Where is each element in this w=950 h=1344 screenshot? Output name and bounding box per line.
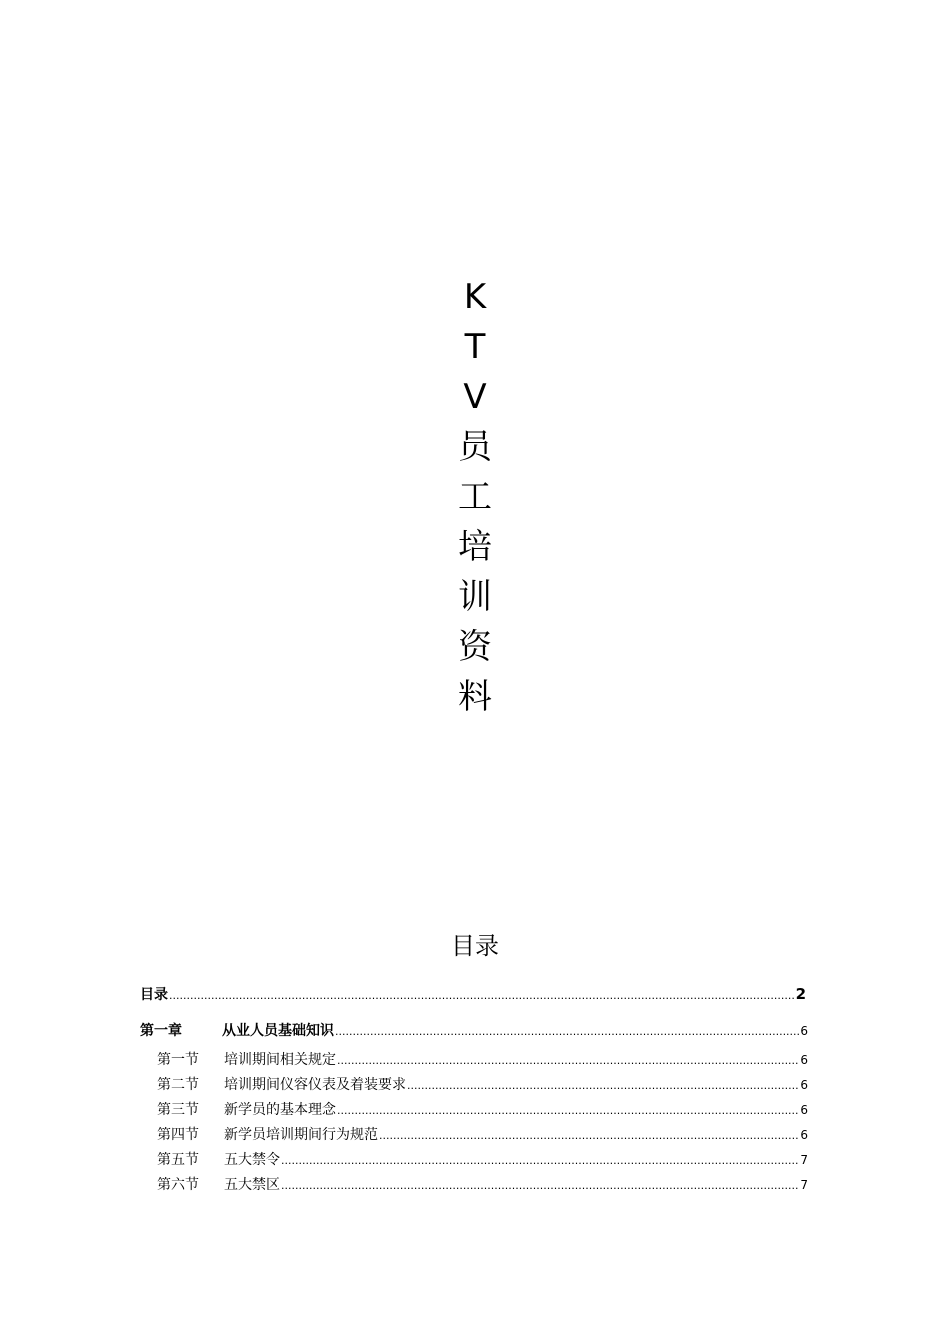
toc-entry-number: 第三节 bbox=[157, 1102, 199, 1118]
toc-entry-title: 五大禁令 bbox=[224, 1152, 280, 1168]
toc-entry-page: 6 bbox=[800, 1103, 808, 1117]
toc-entry-page: 7 bbox=[800, 1178, 808, 1192]
toc-entry-title: 目录 bbox=[140, 987, 168, 1003]
toc-leader-dots bbox=[169, 982, 795, 1008]
toc-leader-dots bbox=[407, 1073, 799, 1098]
toc-entry-page: 6 bbox=[800, 1128, 808, 1142]
toc-entry-title: 培训期间相关规定 bbox=[224, 1052, 336, 1068]
toc-entry-number: 第一节 bbox=[157, 1052, 199, 1068]
cover-title bbox=[0, 272, 950, 722]
toc-heading: 目录 bbox=[451, 932, 499, 960]
toc-entry-page: 6 bbox=[800, 1078, 808, 1092]
toc-entry-contents[interactable] bbox=[140, 980, 808, 1008]
cover-title-char: T bbox=[464, 327, 486, 367]
toc-entry-title: 新学员的基本理念 bbox=[224, 1102, 336, 1118]
toc-entry-section-2[interactable] bbox=[140, 1073, 808, 1098]
toc-entry-section-3[interactable] bbox=[140, 1098, 808, 1123]
toc-leader-dots bbox=[281, 1148, 799, 1173]
toc-entry-number: 第五节 bbox=[157, 1152, 199, 1168]
toc-entry-section-1[interactable] bbox=[140, 1048, 808, 1073]
toc-entry-title: 从业人员基础知识 bbox=[222, 1023, 334, 1039]
toc-leader-dots bbox=[337, 1098, 799, 1123]
toc-entry-section-5[interactable] bbox=[140, 1148, 808, 1173]
toc-entry-page: 7 bbox=[800, 1153, 808, 1167]
toc-entry-title: 培训期间仪容仪表及着装要求 bbox=[224, 1077, 406, 1093]
cover-title-char: K bbox=[463, 277, 487, 317]
toc-entry-section-6[interactable] bbox=[140, 1173, 808, 1198]
cover-title-char: 培 bbox=[458, 527, 492, 567]
cover-title-char: 料 bbox=[458, 677, 492, 717]
toc-entry-page: 2 bbox=[795, 985, 806, 1003]
cover-title-char: 训 bbox=[458, 577, 492, 617]
toc-leader-dots bbox=[335, 1015, 799, 1048]
cover-title-char: 工 bbox=[458, 477, 492, 517]
toc-leader-dots bbox=[281, 1173, 799, 1198]
toc-entry-number: 第一章 bbox=[140, 1023, 182, 1039]
cover-title-char: 员 bbox=[458, 427, 492, 467]
toc-entry-section-4[interactable] bbox=[140, 1123, 808, 1148]
toc-entry-number: 第二节 bbox=[157, 1077, 199, 1093]
toc-entry-page: 6 bbox=[800, 1053, 808, 1067]
toc-entry-title: 五大禁区 bbox=[224, 1177, 280, 1193]
cover-title-char: 资 bbox=[458, 627, 492, 667]
toc-leader-dots bbox=[379, 1123, 799, 1148]
toc-entry-title: 新学员培训期间行为规范 bbox=[224, 1127, 378, 1143]
toc-leader-dots bbox=[337, 1048, 799, 1073]
toc-entry-number: 第六节 bbox=[157, 1177, 199, 1193]
cover-title-char: V bbox=[463, 377, 487, 417]
toc-entry-number: 第四节 bbox=[157, 1127, 199, 1143]
toc-entry-chapter-1[interactable] bbox=[140, 1014, 808, 1048]
table-of-contents bbox=[140, 980, 808, 1198]
toc-entry-page: 6 bbox=[800, 1024, 808, 1038]
